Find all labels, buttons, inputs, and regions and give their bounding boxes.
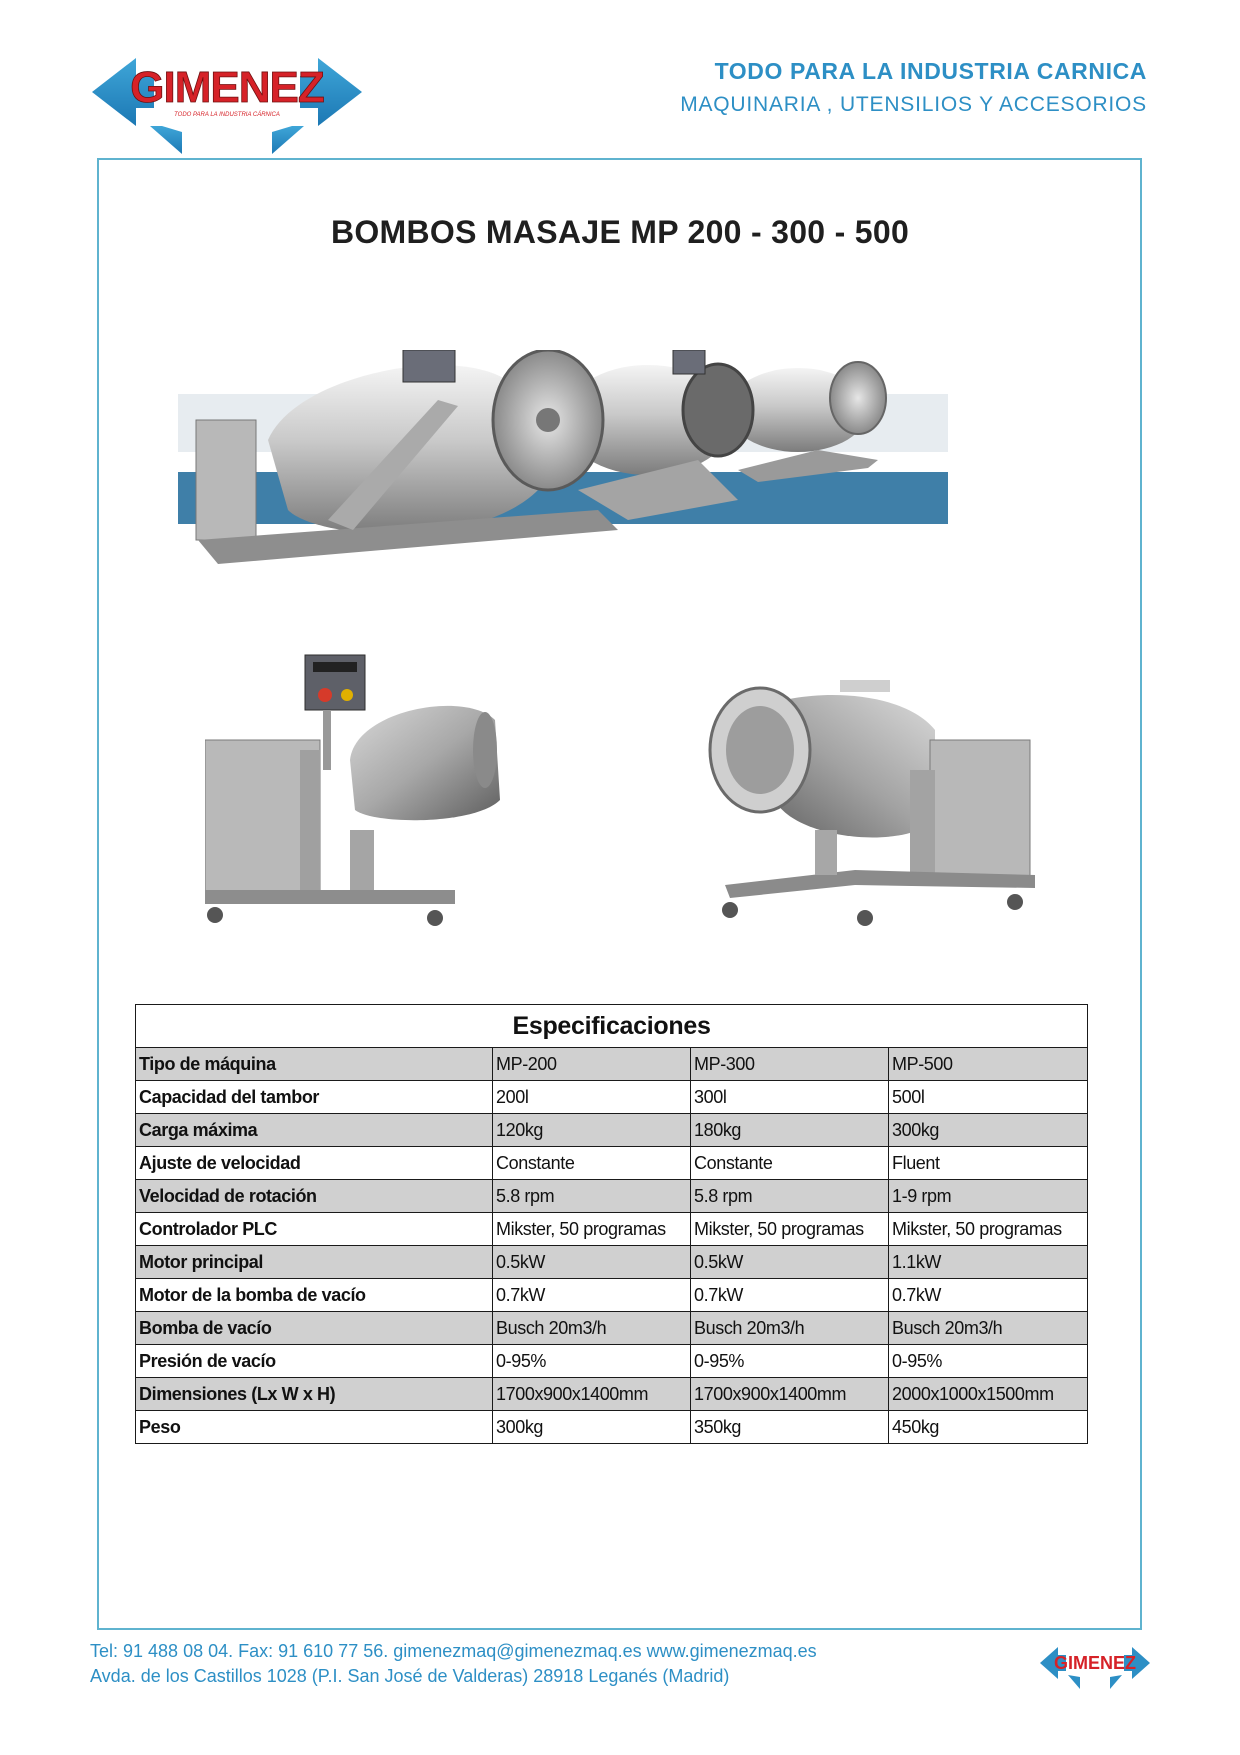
cell-mp500: 0-95% bbox=[889, 1345, 1088, 1378]
cell-mp300: 1700x900x1400mm bbox=[691, 1378, 889, 1411]
cell-mp300: Mikster, 50 programas bbox=[691, 1213, 889, 1246]
cell-mp200: 5.8 rpm bbox=[493, 1180, 691, 1213]
cell-mp300: 300l bbox=[691, 1081, 889, 1114]
cell-mp200: 0.7kW bbox=[493, 1279, 691, 1312]
table-row bbox=[136, 1312, 1088, 1345]
footer-address: Avda. de los Castillos 1028 (P.I. San José de Valderas) 28918 Leganés (Madrid) bbox=[90, 1666, 730, 1686]
cell-mp500: 500l bbox=[889, 1081, 1088, 1114]
cell-mp500: MP-500 bbox=[889, 1048, 1088, 1081]
cell-mp300: 5.8 rpm bbox=[691, 1180, 889, 1213]
cell-mp200: 200l bbox=[493, 1081, 691, 1114]
table-row bbox=[136, 1180, 1088, 1213]
cell-mp300: 0.5kW bbox=[691, 1246, 889, 1279]
spec-table-wrapper bbox=[135, 1004, 1087, 1444]
cell-mp500: 450kg bbox=[889, 1411, 1088, 1444]
cell-mp200: 1700x900x1400mm bbox=[493, 1378, 691, 1411]
spec-table bbox=[135, 1004, 1088, 1444]
gimenez-logo-small bbox=[1040, 1643, 1150, 1689]
footer-contact: Tel: 91 488 08 04. Fax: 91 610 77 56. gimenezmaq@gimenezmaq.es www.gimenezmaq.es bbox=[90, 1641, 817, 1661]
gimenez-logo bbox=[92, 58, 362, 154]
row-label: Velocidad de rotación bbox=[136, 1180, 493, 1213]
logo-text: GIMENEZ bbox=[130, 63, 324, 112]
cell-mp200: Constante bbox=[493, 1147, 691, 1180]
row-label: Capacidad del tambor bbox=[136, 1081, 493, 1114]
row-label: Carga máxima bbox=[136, 1114, 493, 1147]
tagline-secondary: MAQUINARIA , UTENSILIOS Y ACCESORIOS bbox=[680, 93, 1147, 116]
cell-mp300: 350kg bbox=[691, 1411, 889, 1444]
spec-table-caption: Especificaciones bbox=[136, 1005, 1088, 1048]
cell-mp300: 0-95% bbox=[691, 1345, 889, 1378]
cell-mp200: Busch 20m3/h bbox=[493, 1312, 691, 1345]
spec-table-body bbox=[136, 1048, 1088, 1444]
table-row bbox=[136, 1147, 1088, 1180]
row-label: Controlador PLC bbox=[136, 1213, 493, 1246]
table-row bbox=[136, 1081, 1088, 1114]
cell-mp200: Mikster, 50 programas bbox=[493, 1213, 691, 1246]
cell-mp200: 0-95% bbox=[493, 1345, 691, 1378]
cell-mp300: 0.7kW bbox=[691, 1279, 889, 1312]
table-row bbox=[136, 1246, 1088, 1279]
cell-mp500: Mikster, 50 programas bbox=[889, 1213, 1088, 1246]
tagline-primary: TODO PARA LA INDUSTRIA CARNICA bbox=[714, 58, 1147, 84]
row-label: Presión de vacío bbox=[136, 1345, 493, 1378]
row-label: Bomba de vacío bbox=[136, 1312, 493, 1345]
row-label: Tipo de máquina bbox=[136, 1048, 493, 1081]
row-label: Motor principal bbox=[136, 1246, 493, 1279]
cell-mp500: 0.7kW bbox=[889, 1279, 1088, 1312]
row-label: Motor de la bomba de vacío bbox=[136, 1279, 493, 1312]
cell-mp500: Fluent bbox=[889, 1147, 1088, 1180]
table-row bbox=[136, 1279, 1088, 1312]
table-row bbox=[136, 1378, 1088, 1411]
three-tumblers-photo bbox=[178, 350, 958, 590]
logo-text-small: GIMENEZ bbox=[1053, 1653, 1137, 1673]
page-title: BOMBOS MASAJE MP 200 - 300 - 500 bbox=[330, 214, 910, 250]
table-row bbox=[136, 1048, 1088, 1081]
row-label: Peso bbox=[136, 1411, 493, 1444]
cell-mp500: Busch 20m3/h bbox=[889, 1312, 1088, 1345]
cell-mp300: Constante bbox=[691, 1147, 889, 1180]
table-row bbox=[136, 1114, 1088, 1147]
cell-mp300: MP-300 bbox=[691, 1048, 889, 1081]
cell-mp500: 1-9 rpm bbox=[889, 1180, 1088, 1213]
cell-mp300: Busch 20m3/h bbox=[691, 1312, 889, 1345]
cell-mp500: 2000x1000x1500mm bbox=[889, 1378, 1088, 1411]
tumbler-front-photo bbox=[705, 670, 1040, 935]
tumbler-side-photo bbox=[205, 650, 505, 935]
logo-tagline: TODO PARA LA INDUSTRIA CÁRNICA bbox=[174, 112, 280, 118]
cell-mp500: 300kg bbox=[889, 1114, 1088, 1147]
cell-mp200: 120kg bbox=[493, 1114, 691, 1147]
row-label: Dimensiones (Lx W x H) bbox=[136, 1378, 493, 1411]
cell-mp200: 0.5kW bbox=[493, 1246, 691, 1279]
row-label: Ajuste de velocidad bbox=[136, 1147, 493, 1180]
table-row bbox=[136, 1213, 1088, 1246]
table-row bbox=[136, 1411, 1088, 1444]
cell-mp300: 180kg bbox=[691, 1114, 889, 1147]
cell-mp200: 300kg bbox=[493, 1411, 691, 1444]
cell-mp500: 1.1kW bbox=[889, 1246, 1088, 1279]
table-row bbox=[136, 1345, 1088, 1378]
cell-mp200: MP-200 bbox=[493, 1048, 691, 1081]
